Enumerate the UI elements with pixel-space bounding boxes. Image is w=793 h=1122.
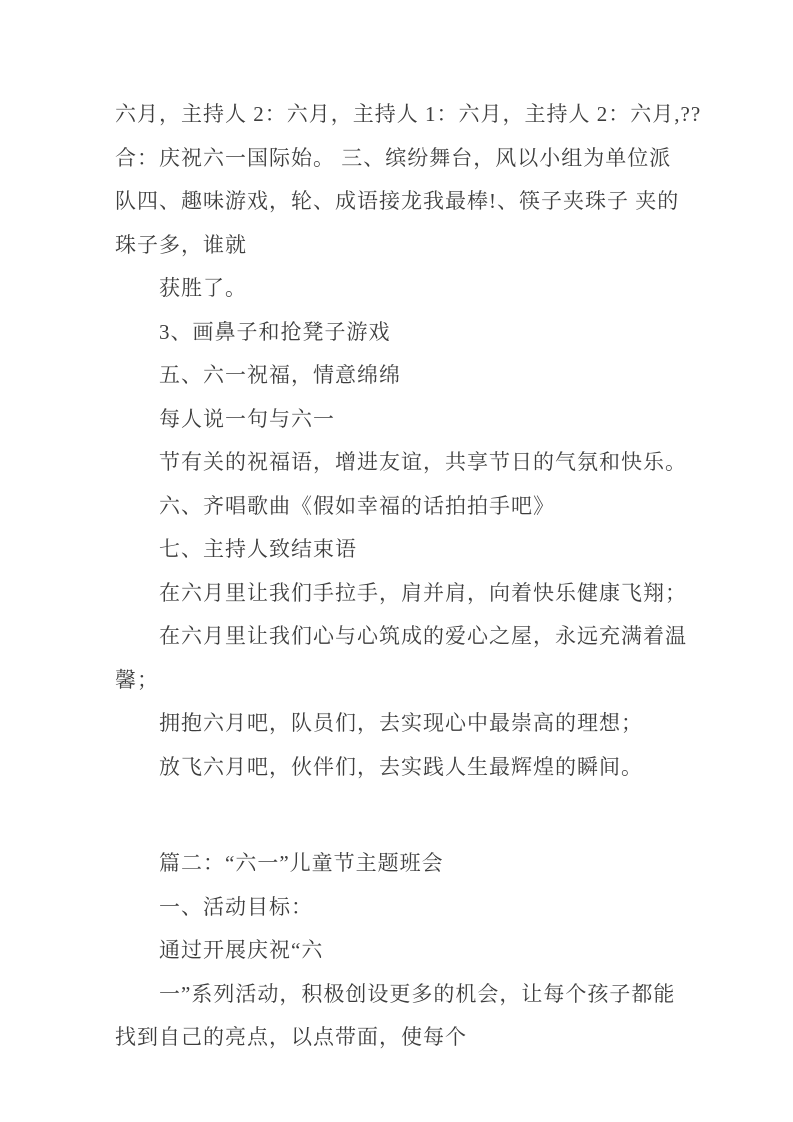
text-line: 拥抱六月吧，队员们，去实现心中最崇高的理想； [159,711,643,735]
text-line: 放飞六月吧，伙伴们，去实践人生最辉煌的瞬间。 [159,754,643,779]
text-line: 一”系列活动，积极创设更多的机会，让每个孩子都能 [159,981,676,1006]
text-line: 队四、趣味游戏，轮、成语接龙我最棒!、筷子夹珠子 夹的 [115,189,680,213]
text-line: 获胜了。 [159,276,247,300]
text-line: 六、齐唱歌曲《假如幸福的话拍拍手吧》 [159,493,555,518]
text-line: 一、活动目标： [159,894,313,919]
text-line [115,789,683,842]
text-line: 每人说一句与六一 [159,406,335,431]
text-line: 六月，主持人 2：六月，主持人 1：六月，主持人 2：六月,?? [115,102,702,126]
text-line: 通过开展庆祝“六 [159,938,324,962]
text-line: 篇二：“六一”儿童节主题班会 [159,851,444,875]
text-line: 合：庆祝六一国际始。 三、缤纷舞台，风以小组为单位派 [115,145,672,170]
text-line: 3、画鼻子和抢凳子游戏 [159,319,391,344]
text-line: 在六月里让我们手拉手，肩并肩，向着快乐健康飞翔； [159,580,687,605]
text-line: 七、主持人致结束语 [159,537,357,561]
text-line: 五、六一祝福，情意绵绵 [159,363,401,387]
text-line: 在六月里让我们心与心筑成的爱心之屋，永远充满着温 [159,624,687,648]
text-line: 节有关的祝福语，增进友谊，共享节日的气氛和快乐。 [159,450,687,474]
document-body [115,93,702,1060]
text-line: 珠子多，谁就 [115,232,247,257]
text-line: 馨； [115,667,159,692]
text-line: 找到自己的亮点，以点带面，使每个 [115,1025,467,1049]
